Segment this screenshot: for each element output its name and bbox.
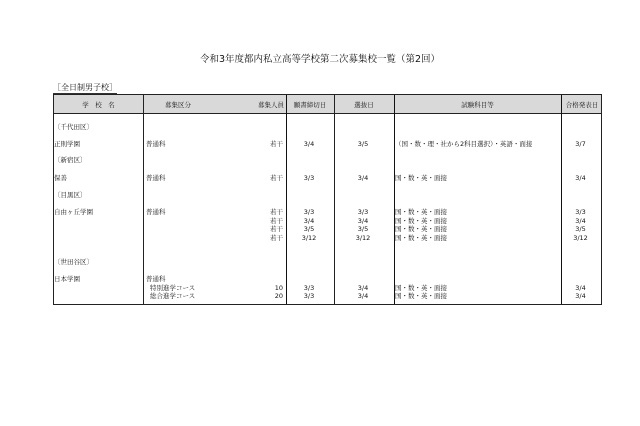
selection-date: 3/5: [357, 140, 369, 148]
school-table: [53, 94, 602, 305]
division: 普通科: [146, 174, 166, 182]
exam-subjects: 国・数・英・面接: [395, 225, 447, 233]
deadline-date: 3/4: [303, 216, 315, 225]
region-label: 〔目黒区〕: [54, 191, 87, 199]
page-title: 令和3年度都内私立高等学校第二次募集校一覧（第2回）: [199, 54, 441, 65]
selection-date: 3/3: [357, 208, 369, 216]
capacity: 若干: [270, 233, 283, 242]
capacity: 若干: [270, 140, 283, 148]
announce-date: 3/4: [575, 174, 586, 182]
capacity: 若干: [270, 216, 283, 225]
category-label: ［全日制男子校］: [53, 83, 117, 92]
header-division: 募集区分: [165, 101, 191, 109]
selection-date: 3/4: [357, 216, 369, 225]
announce-date: 3/5: [575, 225, 586, 233]
capacity: 若干: [270, 174, 283, 182]
header-selection: 選抜日: [354, 101, 374, 109]
column-divider: [286, 95, 287, 304]
capacity: 10: [274, 283, 283, 292]
exam-subjects: 国・数・英・面接: [395, 174, 447, 182]
selection-date: 3/12: [355, 233, 371, 242]
region-label: 〔世田谷区〕: [54, 258, 93, 266]
deadline-date: 3/5: [303, 225, 315, 233]
division: 普通科: [146, 208, 166, 216]
deadline-date: 3/4: [303, 140, 315, 148]
deadline-date: 3/3: [303, 208, 315, 216]
course-name: 特別進学コース: [150, 283, 196, 292]
selection-date: 3/5: [357, 225, 369, 233]
selection-date: 3/4: [357, 292, 369, 300]
announce-date: 3/4: [575, 283, 586, 292]
division: 普通科: [146, 275, 166, 283]
deadline-date: 3/3: [303, 283, 315, 292]
announce-date: 3/3: [575, 208, 586, 216]
deadline-date: 3/3: [303, 292, 315, 300]
announce-date: 3/12: [573, 233, 588, 242]
deadline-date: 3/3: [303, 174, 315, 182]
region-label: 〔新宿区〕: [54, 156, 87, 164]
exam-subjects: （国・数・理・社から2科目選択）・英語・面接: [395, 140, 533, 148]
school-name: 自由ヶ丘学園: [54, 208, 93, 216]
column-divider: [561, 95, 562, 304]
header-announce: 合格発表日: [565, 101, 599, 109]
header-name: 学 校 名: [82, 101, 115, 109]
column-divider: [143, 95, 144, 304]
announce-date: 3/4: [575, 292, 586, 300]
column-divider: [394, 95, 395, 304]
announce-date: 3/7: [575, 140, 586, 148]
column-divider: [334, 95, 335, 304]
school-name: 保善: [54, 174, 67, 182]
deadline-date: 3/12: [301, 233, 317, 242]
capacity: 若干: [270, 208, 283, 216]
school-name: 正則学園: [54, 140, 80, 148]
region-label: 〔千代田区〕: [54, 123, 93, 131]
exam-subjects: 国・数・英・面接: [395, 292, 447, 300]
course-name: 総合進学コース: [150, 292, 196, 300]
header-capacity: 募集人員: [258, 101, 284, 109]
exam-subjects: 国・数・英・面接: [395, 283, 447, 292]
header-deadline: 願書締切日: [293, 101, 327, 109]
exam-subjects: 国・数・英・面接: [395, 233, 447, 242]
table-header: [54, 95, 601, 114]
selection-date: 3/4: [357, 283, 369, 292]
announce-date: 3/4: [575, 216, 586, 225]
capacity: 若干: [270, 225, 283, 233]
school-name: 日本学園: [54, 275, 80, 283]
selection-date: 3/4: [357, 174, 369, 182]
capacity: 20: [274, 292, 283, 300]
exam-subjects: 国・数・英・面接: [395, 208, 447, 216]
header-subjects: 試験科目等: [461, 101, 494, 109]
exam-subjects: 国・数・英・面接: [395, 216, 447, 225]
division: 普通科: [146, 140, 166, 148]
